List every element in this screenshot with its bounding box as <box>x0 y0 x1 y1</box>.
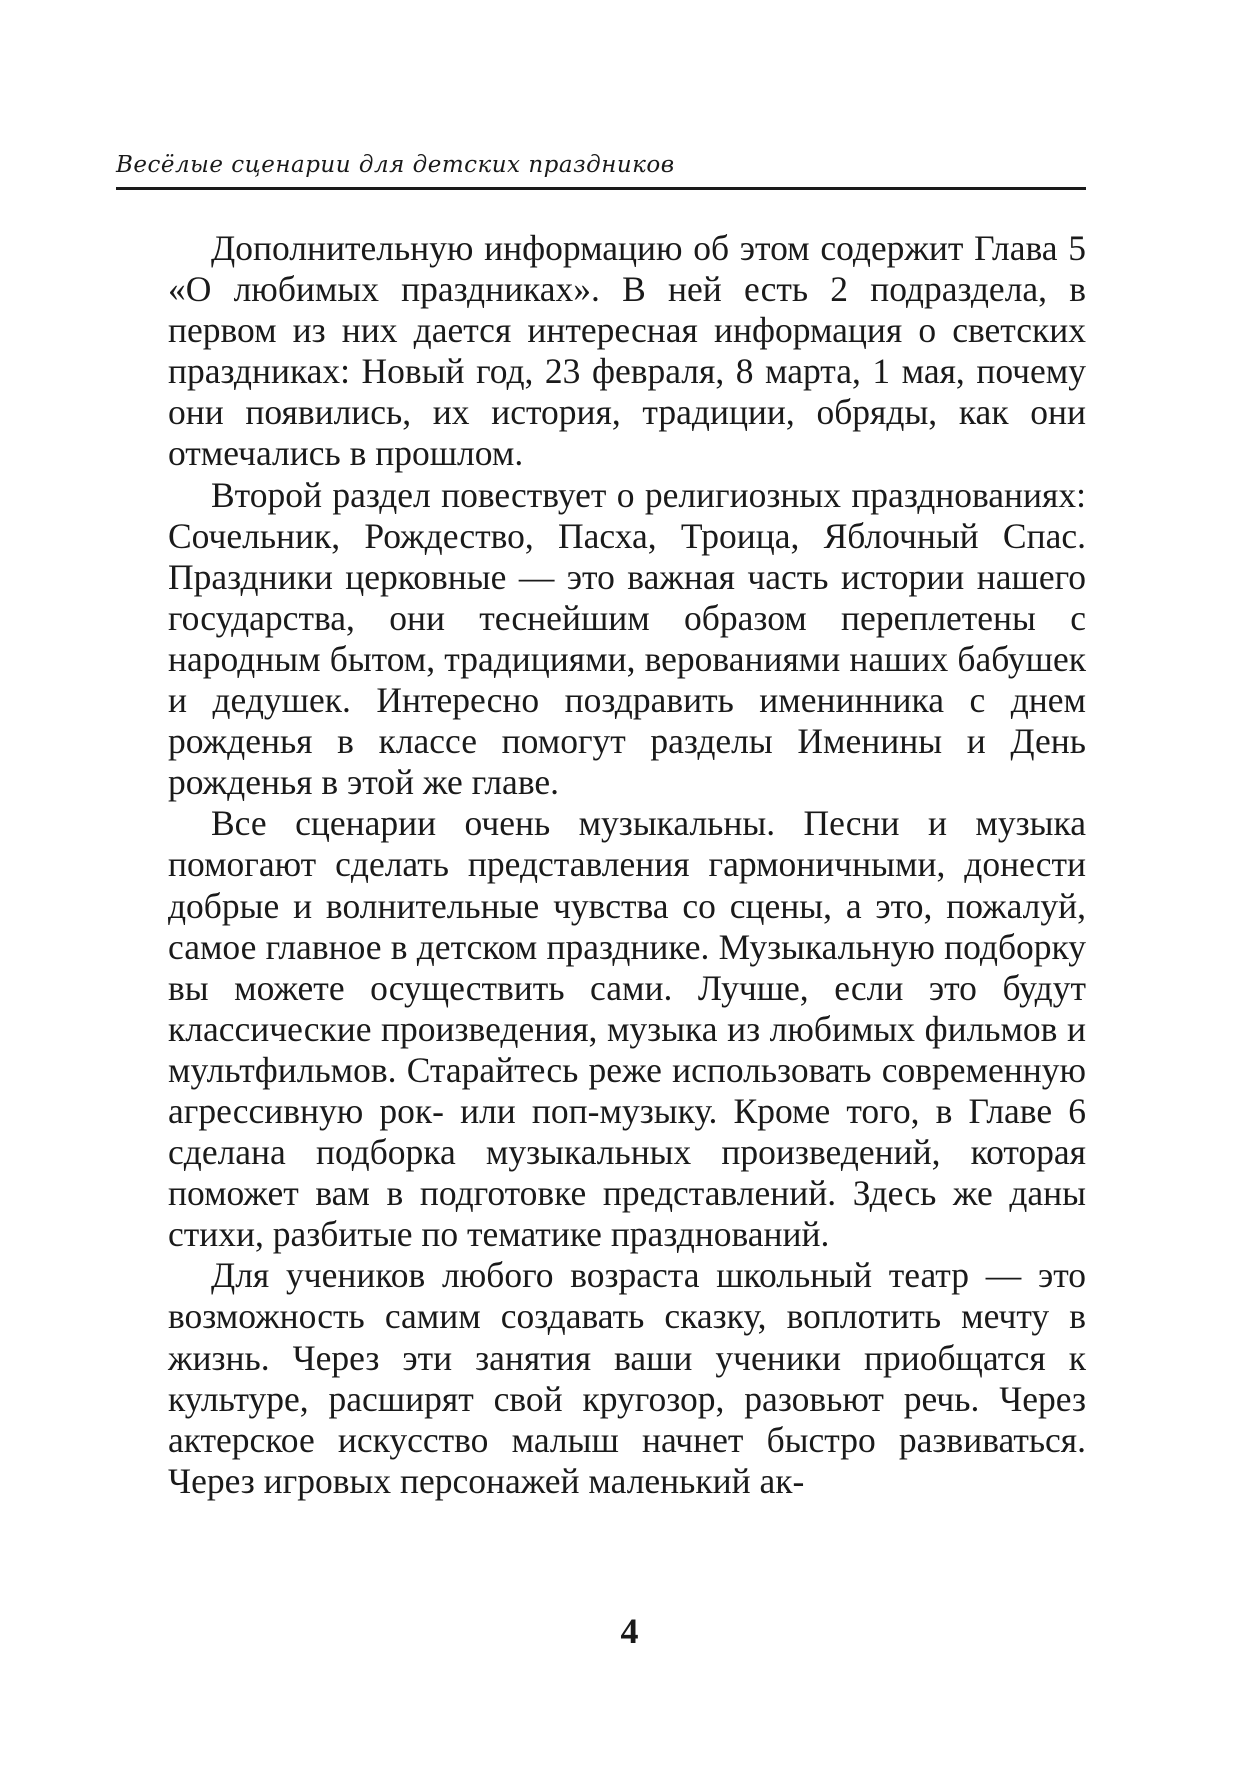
header-rule <box>116 187 1086 190</box>
page-number: 4 <box>620 1611 639 1651</box>
running-head: Весёлые сценарии для детских праздников <box>116 152 675 178</box>
paragraph: Второй раздел повествует о религиозных празднованиях: Сочельник, Рождество, Пасха, Троица, Яблочный Спас. Праздники церковные — это важная часть истории нашего государства, они теснейшим образом переплетены с народным бытом, традициями, верованиями наших бабушек и дедушек. Интересно поздравить именинника с днем рожденья в классе помогут разделы Именины и День рожденья в этой же главе. <box>168 474 1086 803</box>
paragraph: Дополнительную информацию об этом содержит Глава 5 «О любимых праздниках». В ней есть 2 подраздела, в первом из них дается интересная информация о светских праздниках: Новый год, 23 февраля, 8 марта, 1 мая, почему они появились, их история, традиции, обряды, как они отмечались в прошлом. <box>168 228 1086 474</box>
paragraph: Для учеников любого возраста школьный театр — это возможность самим создавать сказку, воплотить мечту в жизнь. Через эти занятия ваши ученики приобщатся к культуре, расширят свой кругозор, разовьют речь. Через актерское искусство малыш начнет быстро развиваться. Через игровых персонажей маленький ак- <box>168 1255 1086 1501</box>
paragraph: Все сценарии очень музыкальны. Песни и музыка помогают сделать представления гармоничными, донести добрые и волнительные чувства со сцены, а это, пожалуй, самое главное в детском празднике. Музыкальную подборку вы можете осуществить сами. Лучше, если это будут классические произведения, музыка из любимых фильмов и мультфильмов. Старайтесь реже использовать современную агрессивную рок- или поп-музыку. Кроме того, в Главе 6 сделана подборка музыкальных произведений, которая поможет вам в подготовке представлений. Здесь же даны стихи, разбитые по тематике празднований. <box>168 803 1086 1255</box>
body-text <box>168 228 1086 1502</box>
